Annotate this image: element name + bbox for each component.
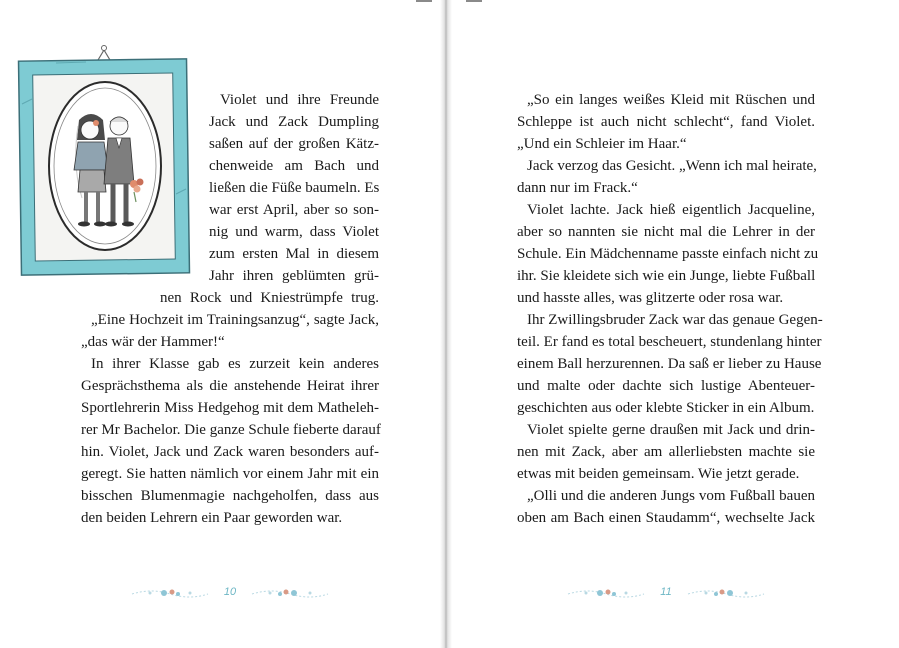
right-text-line: „Und ein Schleier im Haar.“: [517, 136, 687, 152]
floral-ornament-icon: [130, 585, 210, 601]
left-text-line: den beiden Lehrern ein Paar geworden war.: [81, 510, 343, 526]
framed-portrait-illustration: [16, 44, 192, 278]
right-text-line: nen mit Zack, aber am allerliebsten machte sie: [517, 444, 815, 460]
floral-ornament-icon: [566, 585, 646, 601]
right-page-footer: [566, 582, 766, 602]
right-text-line: Schleppe ist auch nicht schlecht“, fand Violet.: [517, 114, 815, 130]
left-text-line: Jahr ihren geblümten grü-: [209, 268, 379, 284]
left-text-line: In ihrer Klasse gab es zurzeit kein anderes: [91, 356, 379, 372]
page-number-left: 10: [223, 586, 237, 598]
right-text-line: Jack verzog das Gesicht. „Wenn ich mal heirate,: [527, 158, 817, 174]
left-text-line: saßen auf der großen Kätz-: [209, 136, 379, 152]
left-text-line: nig und warm, dass Violet: [209, 224, 379, 240]
floral-ornament-icon: [686, 585, 766, 601]
crop-mark-right: [466, 0, 482, 2]
left-text-line: „Eine Hochzeit im Trainingsanzug“, sagte Jack,: [91, 312, 379, 328]
left-text-line: geregt. Sie hatten nämlich vor einem Jahr mit ein: [81, 466, 379, 482]
left-text-line: Jack und Zack Dumpling: [209, 114, 379, 130]
floral-ornament-icon: [250, 585, 330, 601]
left-text-line: Gesprächsthema als die anstehende Heirat ihrer: [81, 378, 379, 394]
right-text-line: etwas mit beiden gemeinsam. Wie jetzt gerade.: [517, 466, 800, 482]
left-text-line: hin. Violet, Jack und Zack waren besonders auf-: [81, 444, 379, 460]
left-text-line: war erst April, aber so son-: [209, 202, 379, 218]
right-text-line: „So ein langes weißes Kleid mit Rüschen und: [527, 92, 815, 108]
right-text-line: Violet spielte gerne draußen mit Jack und drin-: [527, 422, 815, 438]
left-text-line: chenweide am Bach und: [209, 158, 379, 174]
left-text-line: nen Rock und Kniestrümpfe trug.: [160, 290, 379, 306]
right-text-line: und malte oder dachte sich lustige Abenteuer-: [517, 378, 815, 394]
left-page-footer: [130, 582, 330, 602]
right-text-line: geschichten aus oder klebte Sticker in ein Album.: [517, 400, 815, 416]
right-text-line: Violet lachte. Jack hieß eigentlich Jacqueline,: [527, 202, 815, 218]
page-number-right: 11: [660, 586, 672, 598]
right-text-line: oben am Bach einen Staudamm“, wechselte Jack: [517, 510, 815, 526]
left-text-line: „das wär der Hammer!“: [81, 334, 225, 350]
right-text-line: „Olli und die anderen Jungs vom Fußball bauen: [527, 488, 815, 504]
right-text-line: ihr. Sie kleidete sich wie ein Junge, liebte Fußball: [517, 268, 816, 284]
right-text-line: aber so nannten sie nicht mal die Lehrer in der: [517, 224, 815, 240]
right-text-line: einem Ball herzurennen. Da saß er lieber zu Hause: [517, 356, 822, 372]
left-text-line: ließen die Füße baumeln. Es: [209, 180, 380, 196]
left-text-line: rer Mr Bachelor. Die ganze Schule fieberte darauf: [81, 422, 381, 438]
right-text-line: Schule. Ein Mädchenname passte einfach nicht zu: [517, 246, 819, 262]
left-text-line: Violet und ihre Freunde: [220, 92, 379, 108]
right-text-line: Ihr Zwillingsbruder Zack war das genaue Gegen-: [527, 312, 823, 328]
left-text-line: zum ersten Mal in diesem: [209, 246, 379, 262]
crop-mark-left: [416, 0, 432, 2]
left-text-line: Sportlehrerin Miss Hedgehog mit dem Matheleh-: [81, 400, 379, 416]
left-text-line: bisschen Blumenmagie nachgeholfen, dass aus: [81, 488, 379, 504]
right-text-line: teil. Er fand es total bescheuert, stundenlang hinter: [517, 334, 822, 350]
book-gutter: [440, 0, 452, 648]
right-text-line: und hasste alles, was glitzerte oder rosa war.: [517, 290, 784, 306]
right-text-line: dann nur im Frack.“: [517, 180, 638, 196]
